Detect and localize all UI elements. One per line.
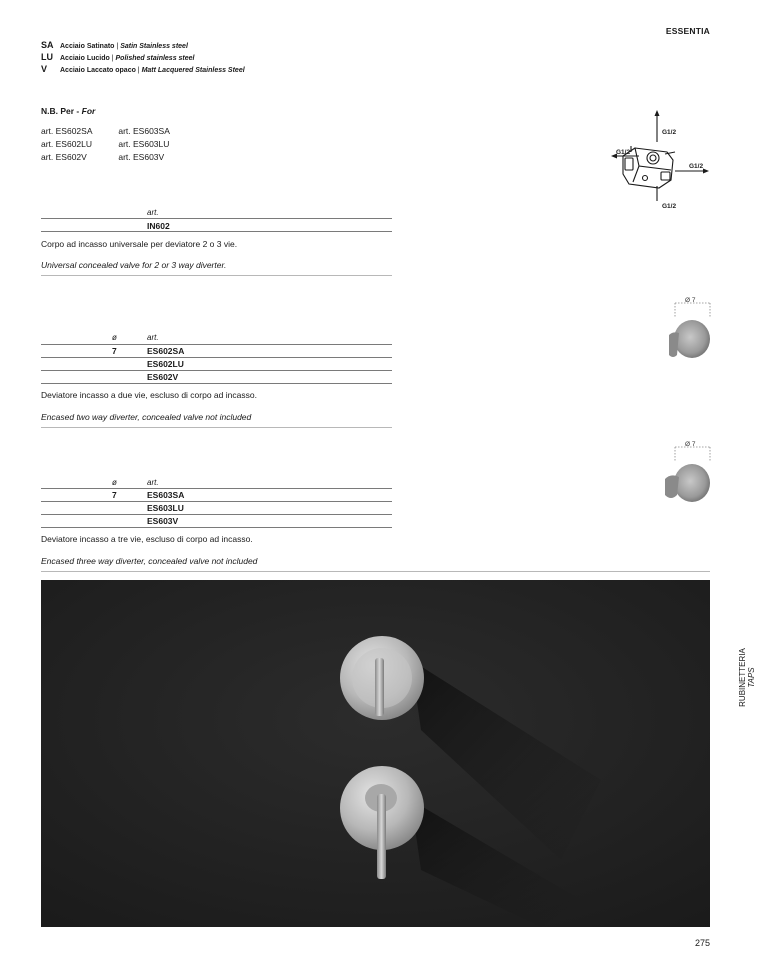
finish-code: LU: [41, 52, 53, 62]
finish-en: Matt Lacquered Stainless Steel: [141, 67, 245, 74]
product-code: ES602LU: [147, 359, 184, 369]
section-tab-text: [738, 640, 756, 715]
table-rule: [41, 357, 392, 358]
product-desc-en: Encased three way diverter, concealed valve not included: [41, 556, 258, 566]
finish-en: Polished stainless steel: [115, 55, 195, 62]
page-number: 275: [694, 938, 710, 948]
table-rule: [41, 383, 392, 384]
es603-product-image: [655, 437, 717, 507]
col-header-diameter: ø: [112, 333, 117, 342]
product-desc-it: Deviatore incasso a tre vie, escluso di corpo ad incasso.: [41, 534, 253, 544]
section-rule: [41, 275, 392, 276]
es602-product-image: [655, 293, 717, 363]
note-article: art. ES603LU: [118, 139, 170, 149]
bottom-lever: [377, 794, 386, 879]
note-col-1: [41, 125, 116, 164]
table-rule: [41, 501, 392, 502]
section-tab: [738, 640, 768, 715]
table-rule: [41, 488, 392, 489]
note-article: art. ES603V: [118, 152, 165, 162]
wall-background: [41, 580, 710, 927]
section-rule: [41, 427, 392, 428]
product-photo: [41, 580, 710, 927]
product-code: ES603SA: [147, 490, 185, 500]
label-left: G1/2: [616, 149, 631, 156]
product-code: ES602V: [147, 372, 179, 382]
product-desc-it: Corpo ad incasso universale per deviatore 2 o 3 vie.: [41, 239, 238, 249]
product-desc-en: Universal concealed valve for 2 or 3 way diverter.: [41, 260, 227, 270]
product-diameter: 7: [112, 346, 117, 356]
rosette: [674, 320, 710, 358]
note-article: art. ES602LU: [41, 139, 93, 149]
dimension-label: Ø 7: [685, 441, 696, 448]
lever-handle: [669, 332, 679, 357]
col-header-art: art.: [147, 478, 159, 487]
note-article: art. ES602V: [41, 152, 87, 162]
note-article: art. ES603SA: [118, 126, 170, 136]
finish-sa: SA Acciaio Satinato | Satin Stainless steel: [41, 40, 188, 50]
label-top: G1/2: [662, 129, 677, 136]
finish-en: Satin Stainless steel: [120, 43, 188, 50]
note-title-it: N.B. Per -: [41, 106, 82, 116]
product-desc-it: Deviatore incasso a due vie, escluso di corpo ad incasso.: [41, 390, 257, 400]
section-rule: [41, 571, 710, 572]
finish-it: Acciaio Lucido: [60, 55, 110, 62]
note-article-list: [41, 125, 170, 164]
product-desc-en: Encased two way diverter, concealed valve not included: [41, 412, 252, 422]
top-lever: [375, 658, 384, 716]
product-diameter: 7: [112, 490, 117, 500]
arrow-right-head: [703, 169, 709, 174]
product-code: ES603V: [147, 516, 179, 526]
finish-it: Acciaio Laccato opaco: [60, 67, 136, 74]
finish-it: Acciaio Satinato: [60, 43, 115, 50]
label-bottom: G1/2: [662, 203, 677, 210]
photo-illustration: [41, 580, 710, 927]
table-rule: [41, 218, 392, 219]
lever-handle: [665, 475, 679, 498]
col-header-art: art.: [147, 208, 159, 217]
finish-code: SA: [41, 40, 54, 50]
dimension-label: Ø 7: [685, 297, 696, 304]
arrow-up-head: [655, 110, 660, 116]
table-rule: [41, 231, 392, 232]
finish-lu: LU Acciaio Lucido | Polished stainless steel: [41, 52, 195, 62]
table-rule: [41, 527, 392, 528]
finish-v: V Acciaio Laccato opaco | Matt Lacquered Stainless Steel: [41, 64, 245, 74]
product-code: ES603LU: [147, 503, 184, 513]
note-title-en: For: [81, 106, 96, 116]
col-header-art: art.: [147, 333, 159, 342]
finish-code: V: [41, 64, 48, 74]
valve-diagram: [605, 108, 720, 213]
table-rule: [41, 514, 392, 515]
product-code: ES602SA: [147, 346, 185, 356]
col-header-diameter: ø: [112, 478, 117, 487]
brand-name: ESSENTIA: [665, 26, 710, 36]
product-code: IN602: [147, 221, 170, 231]
label-right: G1/2: [689, 163, 704, 170]
section-tab-en: TAPS: [747, 667, 756, 688]
table-rule: [41, 344, 392, 345]
note-col-2: [118, 125, 170, 164]
section-tab-it: RUBINETTERIA: [738, 648, 747, 707]
valve-body: [623, 146, 675, 188]
rosette: [674, 464, 710, 502]
table-rule: [41, 370, 392, 371]
note-article: art. ES602SA: [41, 126, 93, 136]
note-title: [41, 106, 95, 116]
